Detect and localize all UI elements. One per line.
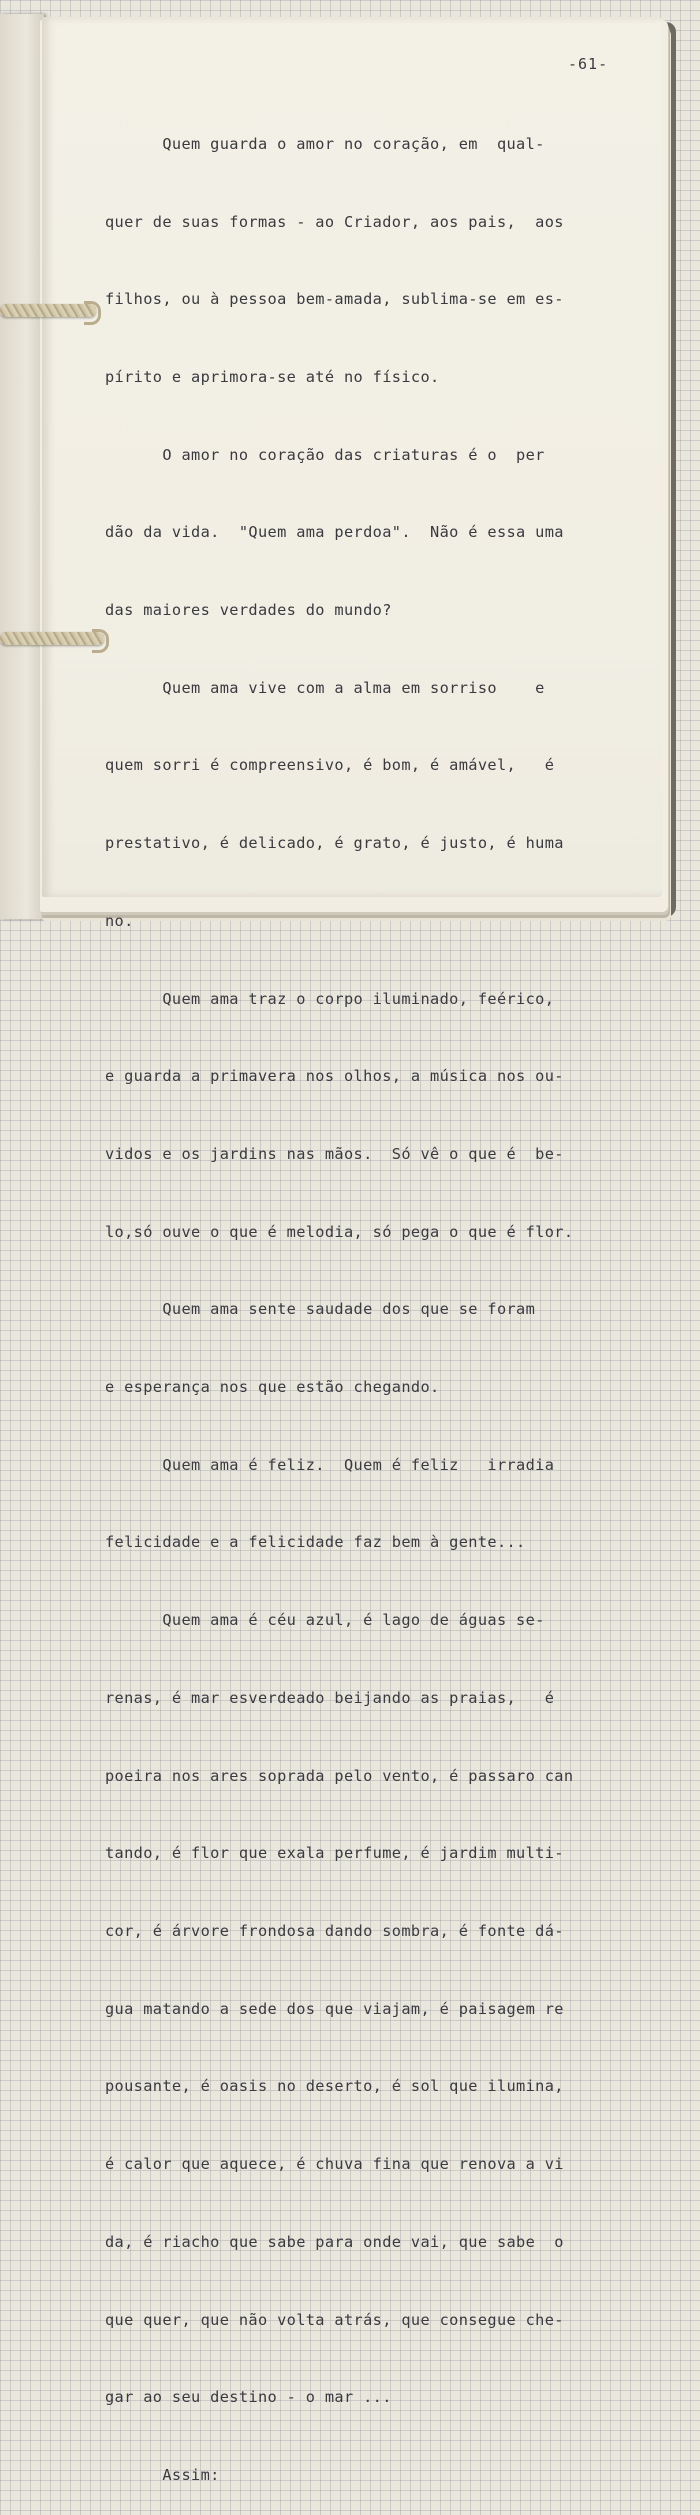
previous-page-edge <box>0 14 44 919</box>
text-line: filhos, ou à pessoa bem-amada, sublima-se em es- <box>105 290 564 309</box>
binding-string-top <box>0 304 96 317</box>
text-line: e guarda a primavera nos olhos, a música nos ou- <box>105 1067 564 1086</box>
text-line: renas, é mar esverdeado beijando as praias, é <box>105 1688 555 1707</box>
text-line: pírito e aprimora-se até no físico. <box>105 367 440 386</box>
text-line: felicidade e a felicidade faz bem à gente... <box>105 1533 526 1552</box>
text-line: Quem ama traz o corpo iluminado, feérico, <box>105 989 555 1008</box>
text-line: Quem ama é céu azul, é lago de águas se- <box>105 1611 545 1630</box>
text-line: Quem ama vive com a alma em sorriso e <box>105 678 545 697</box>
text-line: prestativo, é delicado, é grato, é justo, é huma <box>105 834 564 853</box>
text-line: Assim: <box>105 2465 220 2484</box>
page-number: -61- <box>568 55 609 73</box>
binding-loop-top <box>84 301 101 325</box>
text-line: Quem ama sente saudade dos que se foram <box>105 1300 536 1319</box>
text-line: que quer, que não volta atrás, que consegue che- <box>105 2310 564 2329</box>
text-line: no. <box>105 911 134 930</box>
text-line: dão da vida. "Quem ama perdoa". Não é essa uma <box>105 523 564 542</box>
text-line: gar ao seu destino - o mar ... <box>105 2388 392 2407</box>
text-line: vidos e os jardins nas mãos. Só vê o que é be- <box>105 1144 564 1163</box>
text-line: quer de suas formas - ao Criador, aos pais, aos <box>105 212 564 231</box>
typewritten-text <box>105 80 625 2515</box>
text-line: cor, é árvore frondosa dando sombra, é fonte dá- <box>105 1921 564 1940</box>
text-line: lo,só ouve o que é melodia, só pega o que é flor. <box>105 1222 574 1241</box>
text-line: quem sorri é compreensivo, é bom, é amável, é <box>105 756 555 775</box>
text-line: pousante, é oasis no deserto, é sol que ilumina, <box>105 2077 564 2096</box>
text-line: é calor que aquece, é chuva fina que renova a vi <box>105 2155 564 2174</box>
text-line: poeira nos ares soprada pelo vento, é passaro can <box>105 1766 574 1785</box>
text-line: Quem ama é feliz. Quem é feliz irradia <box>105 1455 555 1474</box>
text-line: e esperança nos que estão chegando. <box>105 1378 440 1397</box>
text-line: tando, é flor que exala perfume, é jardim multi- <box>105 1844 564 1863</box>
text-line: gua matando a sede dos que viajam, é paisagem re <box>105 1999 564 2018</box>
text-line: das maiores verdades do mundo? <box>105 601 392 620</box>
text-line: da, é riacho que sabe para onde vai, que sabe o <box>105 2232 564 2251</box>
binding-string-bottom <box>0 632 104 645</box>
text-line: O amor no coração das criaturas é o per <box>105 445 545 464</box>
text-line: Quem guarda o amor no coração, em qual- <box>105 134 545 153</box>
